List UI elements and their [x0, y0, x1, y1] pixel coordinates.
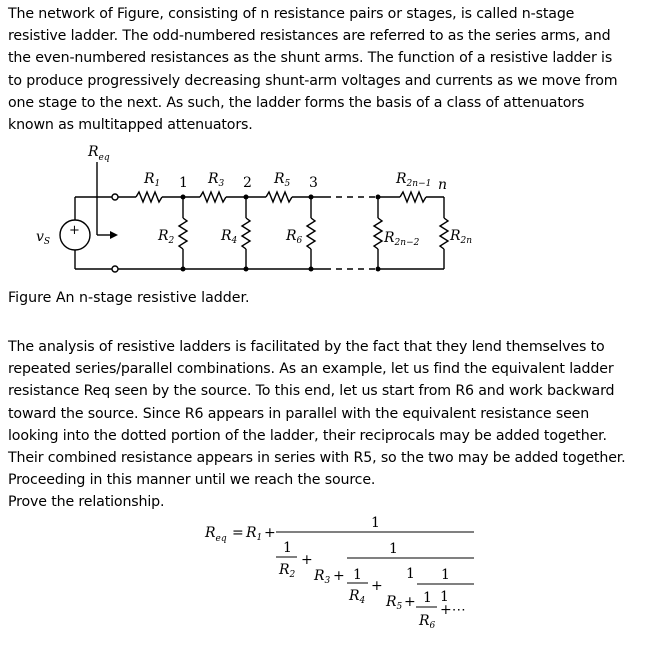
intro-paragraph [8, 3, 664, 136]
ladder-circuit-diagram [0, 138, 666, 288]
formula-numerator: 1 [406, 566, 415, 582]
formula-plus: + [264, 525, 276, 541]
formula-term: $R_3$ [314, 568, 331, 586]
formula-term: $R_6$ [419, 613, 436, 631]
shunt-resistor-label: $R_4$ [221, 228, 238, 246]
analysis-line: Prove the relationship. [8, 494, 165, 511]
source-label: $v_S$ [36, 229, 51, 247]
node-label: 2 [243, 175, 252, 191]
intro-line: one stage to the next. As such, the ladder forms the basis of a class of attenuators [8, 94, 585, 111]
formula-numerator: 1 [423, 590, 432, 606]
analysis-line: repeated series/parallel combinations. As an example, let us find the equivalent ladder [8, 361, 614, 378]
req-label: $R_{eq}$ [88, 144, 110, 163]
analysis-line: Proceeding in this manner until we reach the source. [8, 472, 376, 489]
analysis-line: toward the source. Since R6 appears in parallel with the equivalent resistance seen [8, 405, 590, 422]
intro-line: resistive ladder. The odd-numbered resistances are referred to as the series arms, and [8, 28, 611, 45]
formula-numerator: 1 [353, 567, 362, 583]
formula-term: $R_1$ [246, 525, 263, 543]
analysis-line: resistance Req seen by the source. To this end, let us start from R6 and work backward [8, 383, 615, 400]
formula-plus: + [301, 552, 313, 568]
formula-lhs: $R_{eq}$ [205, 525, 227, 544]
analysis-line: The analysis of resistive ladders is facilitated by the fact that they lend themselves to [8, 339, 605, 355]
intro-line: to produce progressively decreasing shunt-arm voltages and currents as we move from [8, 72, 618, 89]
formula-term: $R_2$ [279, 562, 296, 580]
shunt-resistor-label: $R_{2n}$ [450, 228, 473, 246]
formula-plus: + [404, 594, 416, 610]
formula-numerator: 1 [371, 515, 380, 531]
formula-plus: + [371, 578, 383, 594]
intro-line: known as multitapped attenuators. [8, 117, 253, 134]
node-label: 3 [309, 175, 318, 191]
analysis-line: Their combined resistance appears in series with R5, so the two may be added together. [8, 450, 626, 467]
formula-numerator: 1 [440, 589, 449, 605]
shunt-resistor-label: $R_6$ [286, 228, 303, 246]
analysis-line: looking into the dotted portion of the ladder, their reciprocals may be added together. [8, 427, 607, 444]
formula-term: $R_4$ [349, 588, 366, 606]
formula-numerator: 1 [441, 567, 450, 583]
formula-numerator: 1 [283, 540, 292, 556]
series-resistor-label: $R_1$ [144, 171, 161, 189]
node-label: n [438, 177, 448, 193]
formula-tail: +⋯ [440, 602, 466, 618]
node-label: 1 [179, 175, 188, 191]
intro-line: The network of Figure, consisting of n resistance pairs or stages, is called n-stage [8, 6, 575, 22]
shunt-resistor-label: $R_2$ [158, 228, 175, 246]
series-resistor-label: $R_5$ [274, 171, 291, 189]
series-resistor-label: $R_3$ [208, 171, 225, 189]
formula-plus: + [333, 568, 345, 584]
analysis-paragraph [8, 336, 664, 514]
series-resistor-label: $R_{2n-1}$ [396, 171, 432, 189]
source-plus-sign: + [69, 223, 80, 238]
figure-caption: Figure An n-stage resistive ladder. [8, 290, 250, 306]
formula-equals: = [232, 525, 244, 541]
formula-numerator: 1 [389, 541, 398, 557]
shunt-resistor-label: $R_{2n-2}$ [384, 230, 420, 248]
formula-term: $R_5$ [386, 594, 403, 612]
intro-line: the even-numbered resistances as the shunt arms. The function of a resistive ladder is [8, 50, 613, 67]
continued-fraction-formula [0, 508, 666, 668]
